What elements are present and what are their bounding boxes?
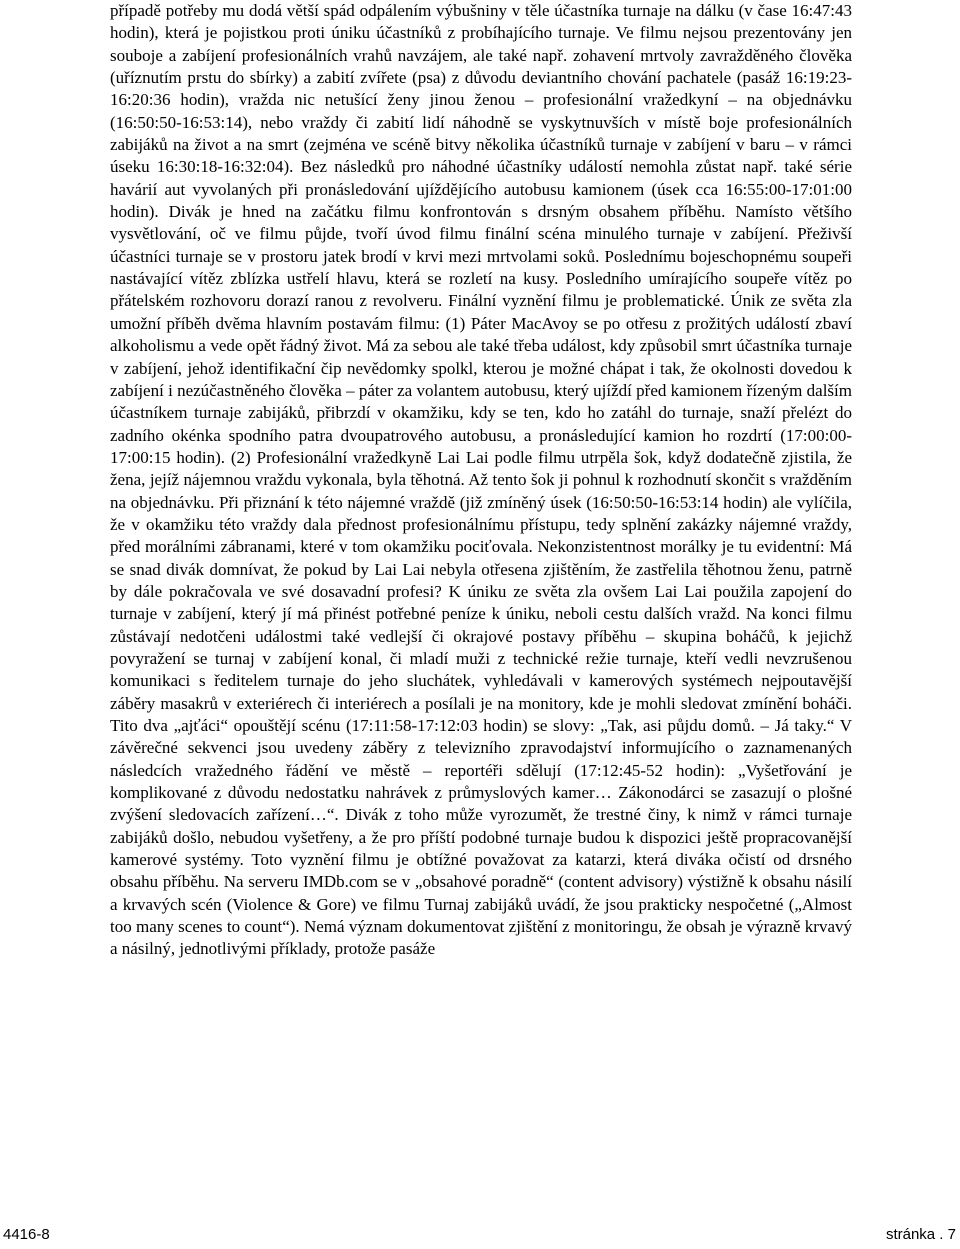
page-footer: [0, 1226, 960, 1246]
document-id: 4416-8: [3, 1226, 50, 1243]
document-page: [110, 0, 852, 961]
body-paragraph: případě potřeby mu dodá větší spád odpálením výbušniny v těle účastníka turnaje na dálku (v čase 16:47:43 hodin), která je pojistkou proti úniku účastníků z probíhajícího turnaje. Ve filmu nejsou prezentovány jen souboje a zabíjení profesionálních vrahů navzájem, ale také např. zohavení mrtvoly zavražděného člověka (uříznutím prstu do sbírky) a zabití zvířete (psa) z důvodu deviantního chování pachatele (pasáž 16:19:23-16:20:36 hodin), vražda nic netušící ženy jinou ženou – profesionální vražedkyní – na objednávku (16:50:50-16:53:14), nebo vraždy či zabití lidí náhodně se vyskytnuvších v místě boje profesionálních zabijáků na život a na smrt (zejména ve scéně bitvy několika účastníků turnaje v zabíjení v baru – v rámci úseku 16:30:18-16:32:04). Bez následků pro náhodné účastníky událostí nemohla zůstat např. také série havárií aut vyvolaných při pronásledování ujíždějícího autobusu kamionem (úsek cca 16:55:00-17:01:00 hodin). Divák je hned na začátku filmu konfrontován s drsným obsahem příběhu. Namísto většího vysvětlování, oč ve filmu půjde, tvoří úvod filmu finální scéna minulého turnaje v zabíjení. Přeživší účastníci turnaje se v prostoru jatek brodí v krvi mezi mrtvolami soků. Poslednímu bojeschopnému soupeři nastávající vítěz zblízka ustřelí hlavu, která se rozletí na kusy. Posledního umírajícího soupeře vítěz po přátelském rozhovoru dorazí ranou z revolveru. Finální vyznění filmu je problematické. Únik ze světa zla umožní příběh dvěma hlavním postavám filmu: (1) Páter MacAvoy se po otřesu z prožitých událostí zbaví alkoholismu a vede opět řádný život. Má za sebou ale také třeba událost, kdy způsobil smrt účastníka turnaje v zabíjení, jehož identifikační čip nevědomky spolkl, kterou je možné chápat i tak, že okolnosti dovedou k zabíjení i nezúčastněného člověka – páter za volantem autobusu, který ujíždí před kamionem řízeným dalším účastníkem turnaje zabijáků, přibrzdí v okamžiku, kdy se ten, kdo ho zatáhl do turnaje, snaží přelézt do zadního okénka spodního patra dvoupatrového autobusu, a pronásledující kamion ho rozdrtí (17:00:00-17:00:15 hodin). (2) Profesionální vražedkyně Lai Lai podle filmu utrpěla šok, když dodatečně zjistila, že žena, jejíž nájemnou vraždu vykonala, byla těhotná. Až tento šok ji pohnul k rozhodnutí skončit s vražděním na objednávku. Při přiznání k této nájemné vraždě (již zmíněný úsek (16:50:50-16:53:14 hodin) ale vylíčila, že v okamžiku této vraždy dala přednost profesionálnímu přístupu, tedy splnění zakázky nájemné vraždy, před morálními zábranami, které v tom okamžiku pociťovala. Nekonzistentnost morálky je tu evidentní: Má se snad divák domnívat, že pokud by Lai Lai nebyla otřesena zjištěním, že zastřelila těhotnou ženu, patrně by dále pokračovala ve své dosavadní profesi? K úniku ze světa zla ovšem Lai Lai použila zapojení do turnaje v zabíjení, který jí má přinést potřebné peníze k úniku, neboli cestu dalších vražd. Na konci filmu zůstávají nedotčeni událostmi také vedlejší či okrajové postavy příběhu – skupina boháčů, k jejichž povyražení se turnaj v zabíjení konal, či mladí muži z technické režie turnaje, kteří vedli nevzrušenou komunikaci s ředitelem turnaje do jeho sluchátek, vyhledávali v kamerových systémech nejpoutavější záběry masakrů v exteriérech či interiérech a posílali je na monitory, kde je mohli sledovat zmínění boháči. Tito dva „ajťáci“ opouštějí scénu (17:11:58-17:12:03 hodin) se slovy: „Tak, asi půjdu domů. – Já taky.“ V závěrečné sekvenci jsou uvedeny záběry z televizního zpravodajství informujícího o zaznamenaných následcích vražedného řádění ve městě – reportéři sdělují (17:12:45-52 hodin): „Vyšetřování je komplikované z důvodu nedostatku nahrávek z průmyslových kamer… Zákonodárci se zasazují o plošné zvýšení sledovacích zařízení…“. Divák z toho může vyrozumět, že trestné činy, k nimž v rámci turnaje zabijáků došlo, nebudou vyšetřeny, a že pro příští podobné turnaje budou k dispozici ještě propracovanější kamerové systémy. Toto vyznění filmu je obtížné považovat za katarzi, která diváka očistí od drsného obsahu příběhu. Na serveru IMDb.com se v „obsahové poradně“ (content advisory) výstižně k obsahu násilí a krvavých scén (Violence & Gore) ve filmu Turnaj zabijáků uvádí, že jsou prakticky nespočetné („Almost too many scenes to count“). Nemá význam dokumentovat zjištění z monitoringu, že obsah je výrazně krvavý a násilný, jednotlivými příklady, protože pasáže: [110, 1, 852, 959]
page-number: stránka . 7: [885, 1226, 956, 1243]
